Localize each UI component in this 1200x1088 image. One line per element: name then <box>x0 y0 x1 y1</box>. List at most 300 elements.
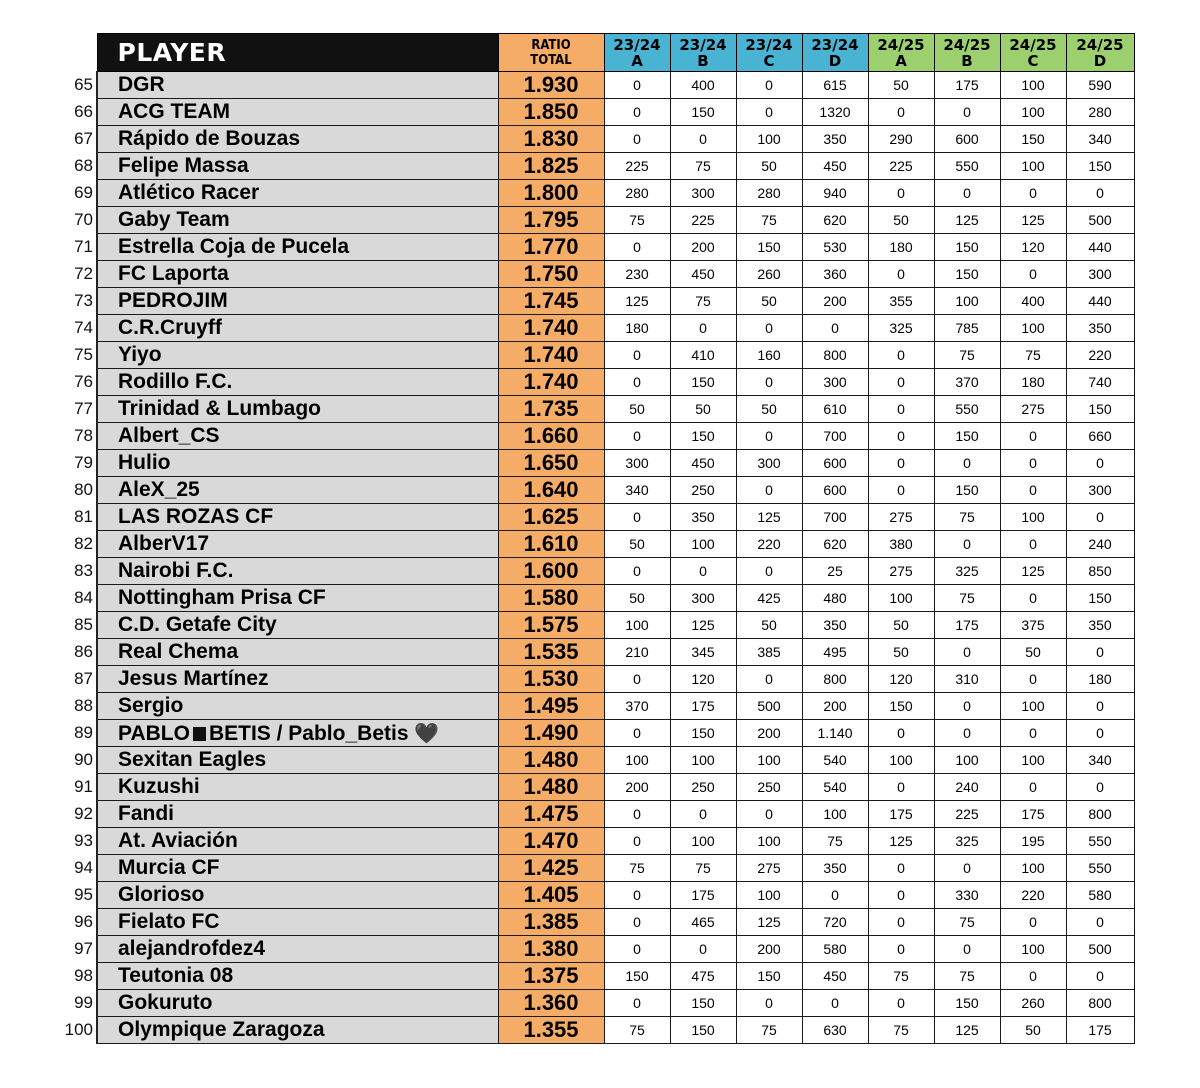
score-cell: 350 <box>1066 612 1134 639</box>
score-cell: 75 <box>670 288 736 315</box>
season-label: 24/25 <box>877 35 925 54</box>
table-row <box>0 828 1134 855</box>
score-cell: 350 <box>802 612 868 639</box>
score-cell: 660 <box>1066 423 1134 450</box>
score-cell: 350 <box>670 504 736 531</box>
score-cell: 125 <box>604 288 670 315</box>
score-cell: 125 <box>670 612 736 639</box>
ratio-total-cell: 1.475 <box>498 801 604 828</box>
score-cell: 300 <box>670 180 736 207</box>
score-cell: 850 <box>1066 558 1134 585</box>
score-cell: 0 <box>1000 180 1066 207</box>
score-cell: 240 <box>934 774 1000 801</box>
ratio-total-cell: 1.740 <box>498 369 604 396</box>
rank-cell: 96 <box>74 912 93 931</box>
rank-cell: 73 <box>74 291 93 310</box>
score-cell: 0 <box>868 450 934 477</box>
ratio-total-cell: 1.850 <box>498 99 604 126</box>
table-row <box>0 720 1134 747</box>
score-cell: 0 <box>604 936 670 963</box>
score-cell: 100 <box>736 126 802 153</box>
score-cell: 290 <box>868 126 934 153</box>
score-cell: 475 <box>670 963 736 990</box>
score-cell: 0 <box>1000 963 1066 990</box>
score-cell: 280 <box>604 180 670 207</box>
score-cell: 150 <box>736 963 802 990</box>
ranking-table <box>0 33 1135 1044</box>
table-row <box>0 477 1134 504</box>
score-cell: 0 <box>868 936 934 963</box>
score-cell: 0 <box>868 342 934 369</box>
score-cell: 275 <box>868 558 934 585</box>
player-name-cell: DGR <box>97 72 498 99</box>
rank-cell: 85 <box>74 615 93 634</box>
score-cell: 800 <box>802 342 868 369</box>
player-name-cell: Estrella Coja de Pucela <box>97 234 498 261</box>
table-row <box>0 639 1134 666</box>
score-cell: 225 <box>934 801 1000 828</box>
player-name-cell: Sexitan Eagles <box>97 747 498 774</box>
season-label: 23/24 <box>613 35 661 54</box>
score-cell: 375 <box>1000 612 1066 639</box>
group-label: A <box>631 51 643 70</box>
score-cell: 280 <box>736 180 802 207</box>
score-cell: 120 <box>1000 234 1066 261</box>
table-row <box>0 288 1134 315</box>
header-row <box>0 34 1134 72</box>
score-cell: 0 <box>1000 531 1066 558</box>
ranking-rows <box>0 72 1134 1044</box>
score-cell: 150 <box>670 369 736 396</box>
score-cell: 50 <box>604 396 670 423</box>
score-cell: 100 <box>670 747 736 774</box>
season-label: 23/24 <box>811 35 859 54</box>
ratio-total-cell: 1.795 <box>498 207 604 234</box>
score-cell: 75 <box>736 1017 802 1044</box>
score-cell: 0 <box>934 855 1000 882</box>
player-name-cell: Nairobi F.C. <box>97 558 498 585</box>
score-cell: 0 <box>802 315 868 342</box>
player-name-cell: Fandi <box>97 801 498 828</box>
score-cell: 100 <box>802 801 868 828</box>
score-cell: 125 <box>934 1017 1000 1044</box>
ratio-header-line1: RATIO <box>531 37 571 53</box>
score-cell: 0 <box>736 558 802 585</box>
rank-cell: 82 <box>74 534 93 553</box>
score-cell: 0 <box>1066 450 1134 477</box>
score-cell: 150 <box>1066 396 1134 423</box>
table-row <box>0 99 1134 126</box>
score-cell: 175 <box>1066 1017 1134 1044</box>
player-name-cell: Atlético Racer <box>97 180 498 207</box>
player-name-cell: Fielato FC <box>97 909 498 936</box>
table-row <box>0 855 1134 882</box>
score-cell: 150 <box>736 234 802 261</box>
score-cell: 1.140 <box>802 720 868 747</box>
score-cell: 0 <box>1000 423 1066 450</box>
player-name-cell: C.R.Cruyff <box>97 315 498 342</box>
score-cell: 50 <box>736 153 802 180</box>
column-header-23-24-a <box>604 34 670 72</box>
score-cell: 0 <box>604 72 670 99</box>
ratio-total-cell: 1.580 <box>498 585 604 612</box>
score-cell: 280 <box>1066 99 1134 126</box>
score-cell: 800 <box>1066 990 1134 1017</box>
score-cell: 345 <box>670 639 736 666</box>
score-cell: 0 <box>736 315 802 342</box>
score-cell: 150 <box>1066 585 1134 612</box>
rank-cell: 77 <box>74 399 93 418</box>
score-cell: 150 <box>868 693 934 720</box>
season-label: 24/25 <box>1009 35 1057 54</box>
score-cell: 100 <box>1000 693 1066 720</box>
column-header-24-25-b <box>934 34 1000 72</box>
score-cell: 700 <box>802 504 868 531</box>
score-cell: 620 <box>802 531 868 558</box>
ratio-total-cell: 1.735 <box>498 396 604 423</box>
rank-cell: 72 <box>74 264 93 283</box>
ratio-total-cell: 1.825 <box>498 153 604 180</box>
table-row <box>0 612 1134 639</box>
ratio-total-cell: 1.480 <box>498 747 604 774</box>
score-cell: 410 <box>670 342 736 369</box>
score-cell: 340 <box>1066 126 1134 153</box>
score-cell: 360 <box>802 261 868 288</box>
score-cell: 0 <box>1066 639 1134 666</box>
player-name-cell: At. Aviación <box>97 828 498 855</box>
score-cell: 340 <box>604 477 670 504</box>
score-cell: 275 <box>1000 396 1066 423</box>
score-cell: 0 <box>670 801 736 828</box>
score-cell: 380 <box>868 531 934 558</box>
score-cell: 50 <box>604 585 670 612</box>
score-cell: 0 <box>934 720 1000 747</box>
score-cell: 100 <box>934 747 1000 774</box>
score-cell: 300 <box>802 369 868 396</box>
score-cell: 580 <box>1066 882 1134 909</box>
ratio-total-cell: 1.375 <box>498 963 604 990</box>
rank-cell: 74 <box>74 318 93 337</box>
rank-header <box>0 34 97 72</box>
score-cell: 0 <box>1066 504 1134 531</box>
score-cell: 125 <box>868 828 934 855</box>
player-name-cell: Rápido de Bouzas <box>97 126 498 153</box>
score-cell: 0 <box>604 882 670 909</box>
score-cell: 0 <box>868 774 934 801</box>
rank-cell: 79 <box>74 453 93 472</box>
score-cell: 0 <box>868 396 934 423</box>
player-name-cell: Felipe Massa <box>97 153 498 180</box>
score-cell: 175 <box>670 882 736 909</box>
season-label: 23/24 <box>679 35 727 54</box>
ratio-total-cell: 1.490 <box>498 720 604 747</box>
group-label: A <box>895 51 907 70</box>
table-row <box>0 801 1134 828</box>
score-cell: 250 <box>670 774 736 801</box>
score-cell: 580 <box>802 936 868 963</box>
score-cell: 0 <box>934 693 1000 720</box>
score-cell: 370 <box>604 693 670 720</box>
score-cell: 250 <box>736 774 802 801</box>
score-cell: 100 <box>604 747 670 774</box>
score-cell: 120 <box>670 666 736 693</box>
score-cell: 100 <box>934 288 1000 315</box>
score-cell: 50 <box>736 396 802 423</box>
table-row <box>0 369 1134 396</box>
rank-cell: 87 <box>74 669 93 688</box>
score-cell: 0 <box>868 855 934 882</box>
player-name-cell: Trinidad & Lumbago <box>97 396 498 423</box>
player-name-cell: AlberV17 <box>97 531 498 558</box>
black-square-icon <box>193 727 206 741</box>
score-cell: 50 <box>868 72 934 99</box>
score-cell: 150 <box>670 423 736 450</box>
group-label: D <box>828 51 842 70</box>
score-cell: 75 <box>604 1017 670 1044</box>
column-header-23-24-d <box>802 34 868 72</box>
score-cell: 0 <box>1000 720 1066 747</box>
column-header-23-24-b <box>670 34 736 72</box>
score-cell: 100 <box>736 747 802 774</box>
score-cell: 75 <box>868 963 934 990</box>
score-cell: 0 <box>736 477 802 504</box>
player-name-cell: FC Laporta <box>97 261 498 288</box>
player-name-cell: Real Chema <box>97 639 498 666</box>
score-cell: 740 <box>1066 369 1134 396</box>
score-cell: 0 <box>1000 261 1066 288</box>
table-row <box>0 396 1134 423</box>
score-cell: 260 <box>1000 990 1066 1017</box>
score-cell: 0 <box>1000 450 1066 477</box>
rank-cell: 76 <box>74 372 93 391</box>
score-cell: 0 <box>670 126 736 153</box>
score-cell: 630 <box>802 1017 868 1044</box>
score-cell: 75 <box>934 342 1000 369</box>
player-name-cell: Hulio <box>97 450 498 477</box>
score-cell: 175 <box>868 801 934 828</box>
score-cell: 180 <box>604 315 670 342</box>
player-name-cell: Gaby Team <box>97 207 498 234</box>
player-name-cell: ACG TEAM <box>97 99 498 126</box>
table-row <box>0 531 1134 558</box>
score-cell: 325 <box>868 315 934 342</box>
rank-cell: 97 <box>74 939 93 958</box>
score-cell: 175 <box>934 72 1000 99</box>
score-cell: 75 <box>934 585 1000 612</box>
score-cell: 0 <box>868 369 934 396</box>
score-cell: 150 <box>670 99 736 126</box>
table-row <box>0 423 1134 450</box>
ratio-total-cell: 1.425 <box>498 855 604 882</box>
score-cell: 600 <box>802 450 868 477</box>
rank-cell: 95 <box>74 885 93 904</box>
score-cell: 0 <box>1066 693 1134 720</box>
rank-cell: 78 <box>74 426 93 445</box>
column-header-24-25-c <box>1000 34 1066 72</box>
score-cell: 50 <box>604 531 670 558</box>
score-cell: 350 <box>802 126 868 153</box>
ratio-total-cell: 1.405 <box>498 882 604 909</box>
score-cell: 100 <box>1000 153 1066 180</box>
score-cell: 0 <box>670 936 736 963</box>
rank-cell: 80 <box>74 480 93 499</box>
score-cell: 700 <box>802 423 868 450</box>
ratio-total-cell: 1.770 <box>498 234 604 261</box>
score-cell: 120 <box>868 666 934 693</box>
score-cell: 75 <box>868 1017 934 1044</box>
score-cell: 300 <box>604 450 670 477</box>
score-cell: 260 <box>736 261 802 288</box>
score-cell: 150 <box>1066 153 1134 180</box>
score-cell: 450 <box>670 450 736 477</box>
player-name-cell: PEDROJIM <box>97 288 498 315</box>
score-cell: 500 <box>1066 207 1134 234</box>
score-cell: 125 <box>736 909 802 936</box>
score-cell: 50 <box>670 396 736 423</box>
group-label: C <box>1027 51 1039 70</box>
score-cell: 0 <box>736 423 802 450</box>
score-cell: 0 <box>1000 909 1066 936</box>
score-cell: 100 <box>736 882 802 909</box>
score-cell: 160 <box>736 342 802 369</box>
score-cell: 275 <box>868 504 934 531</box>
table-row <box>0 315 1134 342</box>
score-cell: 0 <box>934 936 1000 963</box>
score-cell: 0 <box>1000 774 1066 801</box>
score-cell: 440 <box>1066 288 1134 315</box>
rank-cell: 99 <box>74 993 93 1012</box>
table-row <box>0 774 1134 801</box>
rank-cell: 69 <box>74 183 93 202</box>
score-cell: 0 <box>1000 585 1066 612</box>
player-name-cell: Albert_CS <box>97 423 498 450</box>
score-cell: 0 <box>604 504 670 531</box>
score-cell: 300 <box>736 450 802 477</box>
score-cell: 100 <box>670 828 736 855</box>
score-cell: 100 <box>1000 855 1066 882</box>
score-cell: 450 <box>802 153 868 180</box>
score-cell: 0 <box>934 531 1000 558</box>
score-cell: 195 <box>1000 828 1066 855</box>
score-cell: 225 <box>604 153 670 180</box>
score-cell: 0 <box>868 99 934 126</box>
score-cell: 0 <box>736 99 802 126</box>
table-row <box>0 153 1134 180</box>
rank-cell: 91 <box>74 777 93 796</box>
rank-cell: 65 <box>74 75 93 94</box>
score-cell: 530 <box>802 234 868 261</box>
table-row <box>0 1017 1134 1044</box>
score-cell: 0 <box>934 180 1000 207</box>
score-cell: 0 <box>604 666 670 693</box>
ratio-total-cell: 1.610 <box>498 531 604 558</box>
score-cell: 785 <box>934 315 1000 342</box>
score-cell: 175 <box>1000 801 1066 828</box>
score-cell: 150 <box>604 963 670 990</box>
ratio-total-cell: 1.380 <box>498 936 604 963</box>
score-cell: 0 <box>604 720 670 747</box>
score-cell: 100 <box>868 747 934 774</box>
ratio-total-cell: 1.530 <box>498 666 604 693</box>
score-cell: 0 <box>604 990 670 1017</box>
score-cell: 0 <box>934 639 1000 666</box>
score-cell: 0 <box>604 234 670 261</box>
rank-cell: 70 <box>74 210 93 229</box>
table-row <box>0 747 1134 774</box>
score-cell: 100 <box>1000 504 1066 531</box>
ratio-total-cell: 1.360 <box>498 990 604 1017</box>
score-cell: 75 <box>934 909 1000 936</box>
column-header-24-25-d <box>1066 34 1134 72</box>
score-cell: 150 <box>934 261 1000 288</box>
score-cell: 465 <box>670 909 736 936</box>
score-cell: 75 <box>802 828 868 855</box>
score-cell: 200 <box>802 288 868 315</box>
score-cell: 200 <box>670 234 736 261</box>
score-cell: 175 <box>670 693 736 720</box>
score-cell: 0 <box>604 801 670 828</box>
ratio-total-cell: 1.480 <box>498 774 604 801</box>
score-cell: 300 <box>1066 477 1134 504</box>
score-cell: 540 <box>802 747 868 774</box>
score-cell: 550 <box>934 153 1000 180</box>
ratio-total-cell: 1.740 <box>498 315 604 342</box>
score-cell: 0 <box>736 72 802 99</box>
score-cell: 75 <box>1000 342 1066 369</box>
ratio-total-cell: 1.830 <box>498 126 604 153</box>
score-cell: 150 <box>670 720 736 747</box>
score-cell: 125 <box>1000 558 1066 585</box>
score-cell: 0 <box>868 477 934 504</box>
score-cell: 0 <box>670 558 736 585</box>
table-row <box>0 882 1134 909</box>
score-cell: 550 <box>934 396 1000 423</box>
score-cell: 0 <box>1066 774 1134 801</box>
score-cell: 150 <box>934 990 1000 1017</box>
score-cell: 0 <box>604 909 670 936</box>
table-row <box>0 450 1134 477</box>
player-name-part: PABLO <box>118 721 190 745</box>
rank-cell: 86 <box>74 642 93 661</box>
score-cell: 500 <box>736 693 802 720</box>
score-cell: 370 <box>934 369 1000 396</box>
ratio-total-header <box>498 34 604 72</box>
ratio-total-cell: 1.930 <box>498 72 604 99</box>
score-cell: 125 <box>934 207 1000 234</box>
player-name-cell: Rodillo F.C. <box>97 369 498 396</box>
score-cell: 180 <box>868 234 934 261</box>
table-row <box>0 207 1134 234</box>
score-cell: 600 <box>802 477 868 504</box>
score-cell: 100 <box>1000 936 1066 963</box>
rank-cell: 94 <box>74 858 93 877</box>
ratio-total-cell: 1.535 <box>498 639 604 666</box>
score-cell: 25 <box>802 558 868 585</box>
score-cell: 275 <box>736 855 802 882</box>
score-cell: 940 <box>802 180 868 207</box>
score-cell: 800 <box>802 666 868 693</box>
ratio-total-cell: 1.745 <box>498 288 604 315</box>
player-name-part: BETIS / Pablo_Betis <box>208 721 409 745</box>
ratio-total-cell: 1.650 <box>498 450 604 477</box>
ratio-total-cell: 1.575 <box>498 612 604 639</box>
score-cell: 385 <box>736 639 802 666</box>
ratio-total-cell: 1.600 <box>498 558 604 585</box>
score-cell: 100 <box>670 531 736 558</box>
score-cell: 400 <box>1000 288 1066 315</box>
player-name-cell: C.D. Getafe City <box>97 612 498 639</box>
score-cell: 180 <box>1066 666 1134 693</box>
